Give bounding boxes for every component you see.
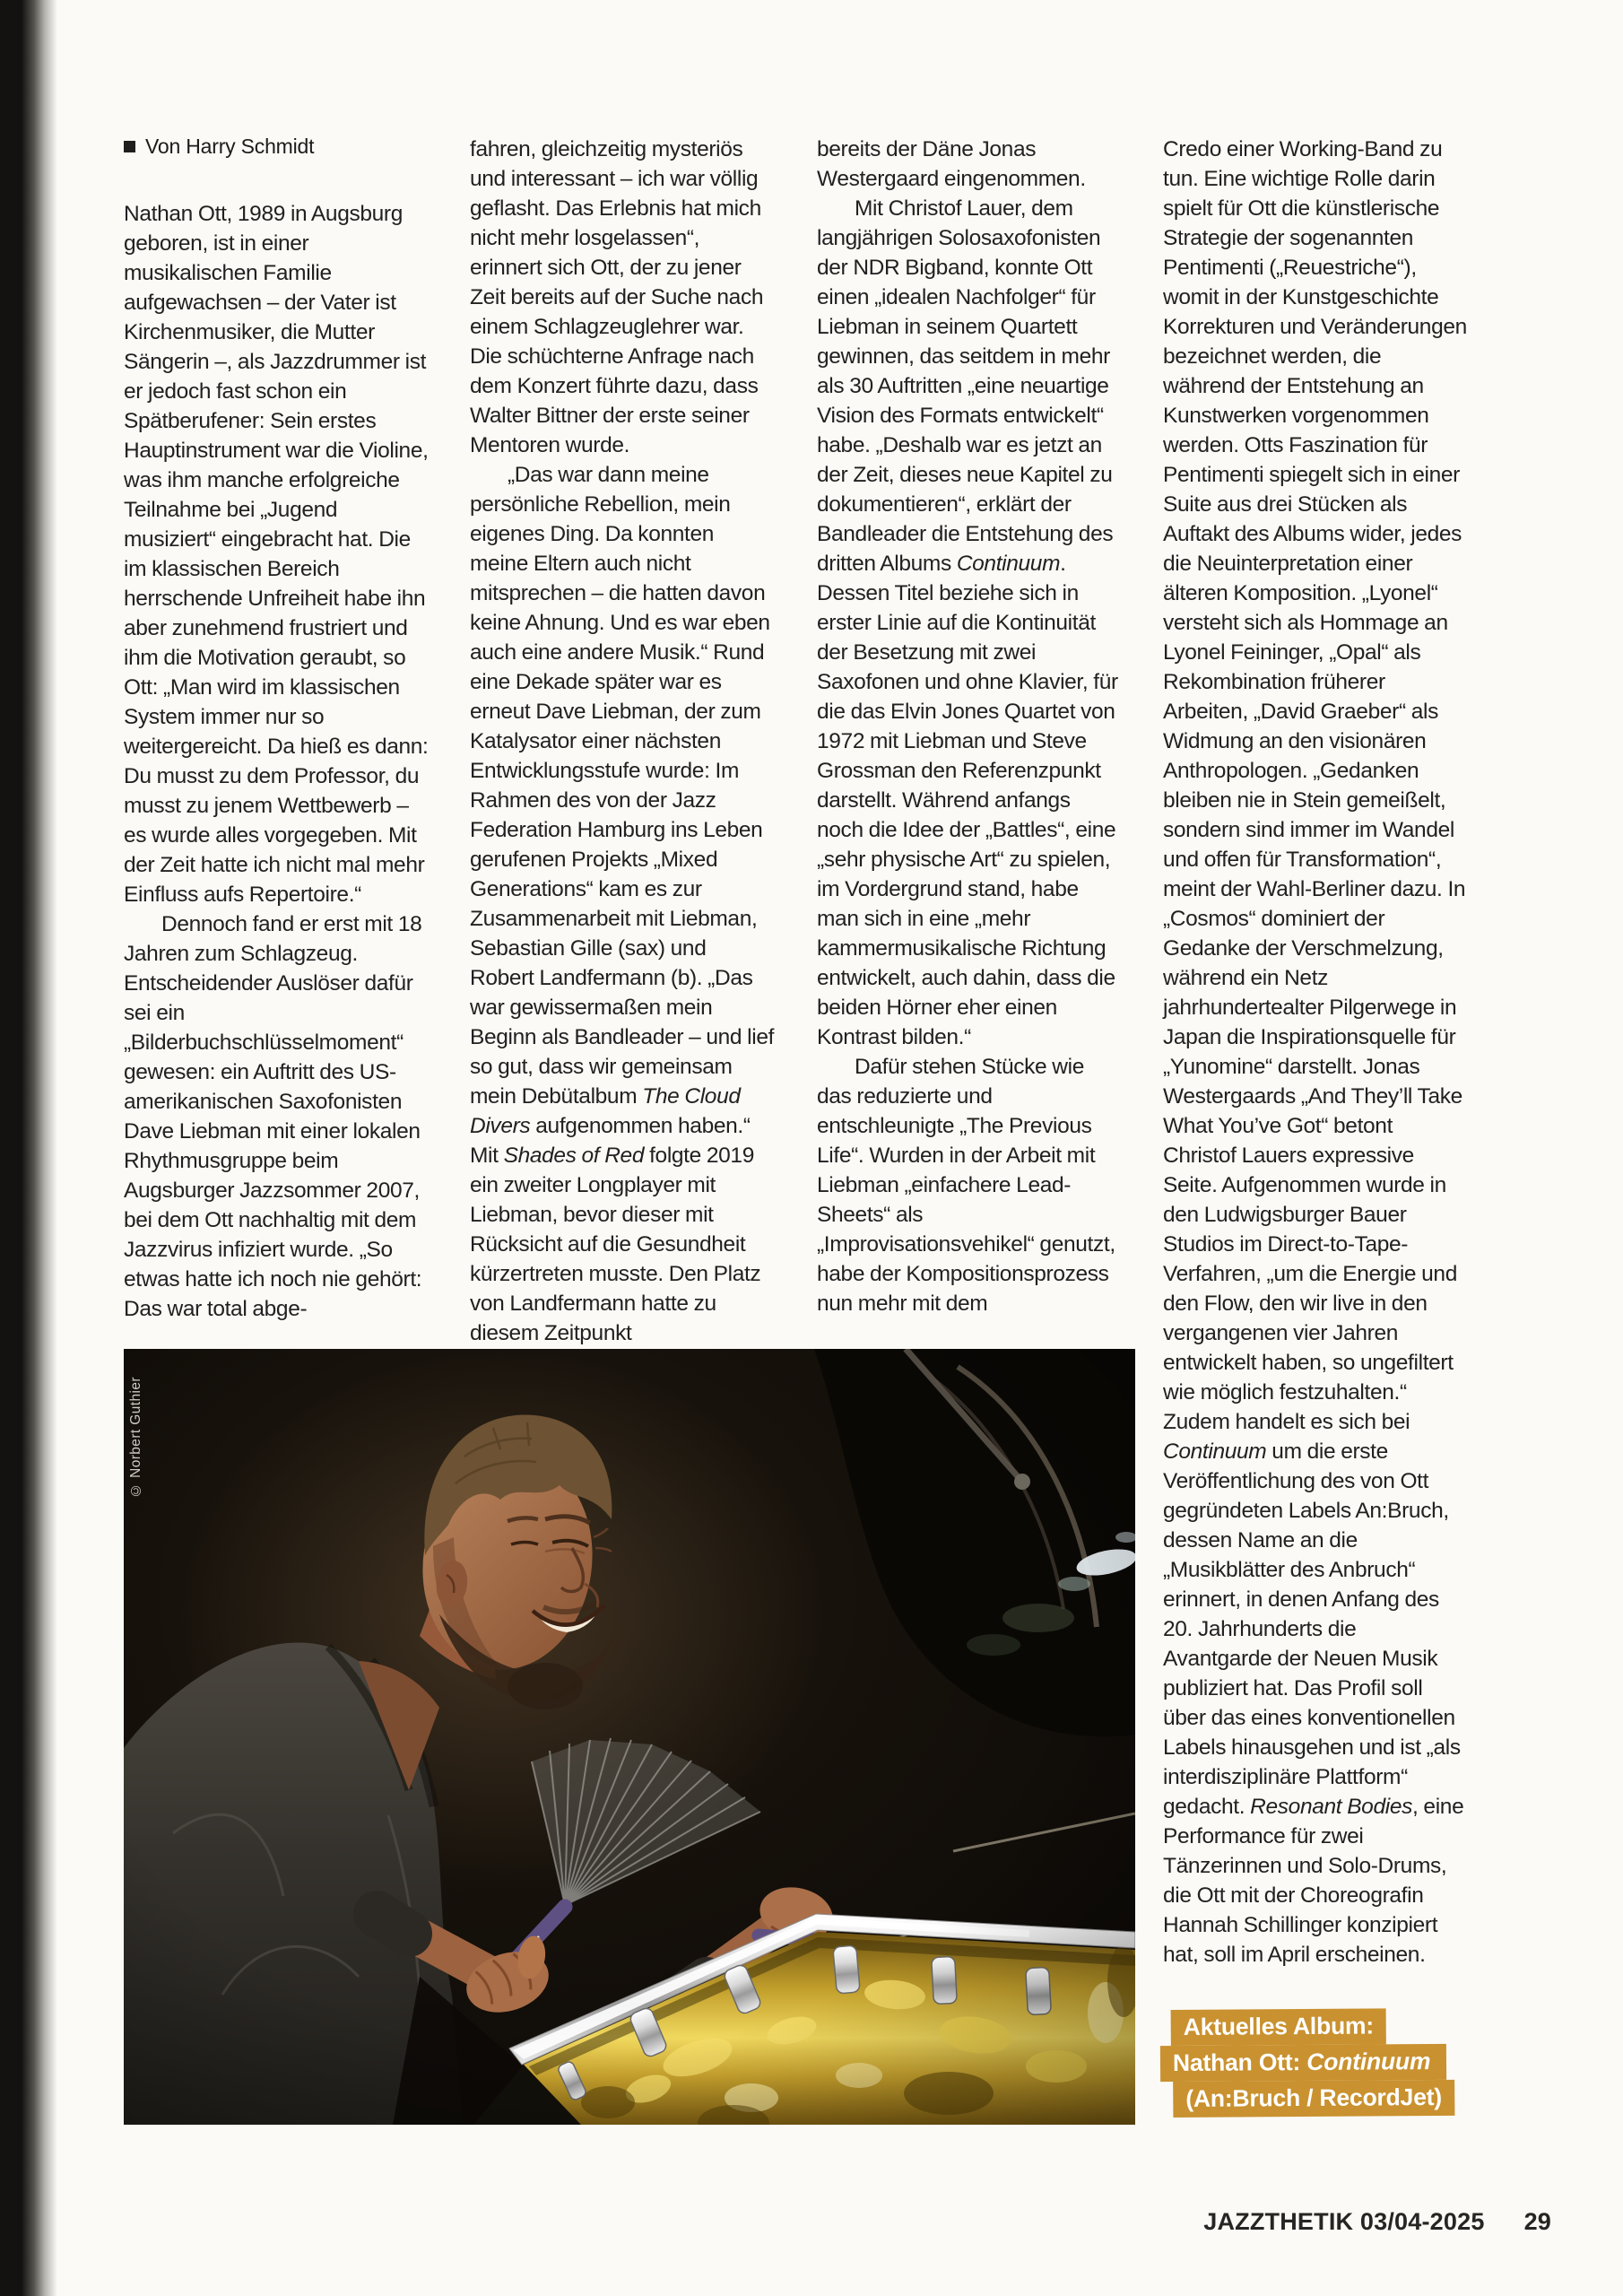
album-box-label: (An:Bruch / RecordJet) (1173, 2080, 1454, 2118)
page-spine-shadow (0, 0, 57, 2296)
paragraph: fahren, gleichzeitig mysteriös und interessant – ich war völlig geflasht. Das Erlebnis hat mich nicht mehr losgelassen“, erinnert sich Ott, der zu jener Zeit bereits auf der Suche nach einem Schlagzeuglehrer war. Die schüchterne Anfrage nach dem Konzert führte dazu, dass Walter Bittner der erste seiner Mentoren wurde. (470, 137, 764, 457)
page-footer (1160, 2208, 1551, 2236)
paragraph: Nathan Ott, 1989 in Augsburg geboren, ist in einer musikalischen Familie aufgewachsen – der Vater ist Kirchenmusiker, die Mutter Sängerin –, als Jazzdrummer ist er jedoch fast schon ein Spätberufener: Sein erstes Hauptinstrument war die Violine, was ihm manche erfolgreiche Teilnahme bei „Jugend musiziert“ eingebracht hat. Die im klassischen Bereich herrschende Unfreiheit habe ihn aber zunehmend frustriert und ihm die Motivation geraubt, so Ott: „Man wird im klassischen System immer nur so weitergereicht. Da hieß es dann: Du musst zu dem Professor, du musst zu jenem Wettbewerb – es wurde alles vorgegeben. Mit der Zeit hatte ich nicht mal mehr Einfluss aufs Repertoire.“ (124, 202, 429, 907)
byline-author: Von Harry Schmidt (145, 135, 315, 158)
album-info-box (1160, 2008, 1454, 2118)
paragraph: „Das war dann meine persönliche Rebellion, mein eigenes Ding. Da konnten meine Eltern auch nicht mitsprechen – die hatten davon keine Ahnung. Und es war eben auch eine andere Musik.“ Rund eine Dekade später war es erneut Dave Liebman, der zum Katalysator einer nächsten Entwicklungsstufe wurde: Im Rahmen des von der Jazz Federation Hamburg ins Leben gerufenen Projekts „Mixed Generations“ kam es zur Zusammenarbeit mit Liebman, Sebastian Gille (sax) und Robert Landfermann (b). „Das war gewissermaßen mein Beginn als Bandleader – und lief so gut, dass wir gemeinsam mein Debütalbum The Cloud Divers aufgenommen haben.“ Mit Shades of Red folgte 2019 ein zweiter Longplayer mit Liebman, bevor dieser mit Rücksicht auf die Gesundheit kürzertreten musste. Den Platz von Landfermann hatte zu diesem Zeitpunkt (470, 463, 775, 1345)
article-column-3 (817, 135, 1122, 1320)
article-column-4 (1163, 135, 1468, 2000)
magazine-title: JAZZTHETIK 03/04-2025 (1203, 2208, 1485, 2235)
album-box-title: Nathan Ott: Continuum (1160, 2044, 1447, 2082)
album-box-heading: Aktuelles Album: (1171, 2008, 1387, 2046)
paragraph: bereits der Däne Jonas Westergaard eingenommen. (817, 137, 1086, 191)
drummer-photo-illustration (124, 1349, 1135, 2125)
paragraph: Credo einer Working-Band zu tun. Eine wichtige Rolle darin spielt für Ott die künstlerische Strategie der sogenannten Pentimenti („Reuestriche“), womit in der Kunstgeschichte Korrekturen und Veränderungen bezeichnet werden, die während der Entstehung an Kunstwerken vorgenommen werden. Otts Faszination für Pentimenti spiegelt sich in einer Suite aus drei Stücken als Auftakt des Albums wider, jedes die Neuinterpretation einer älteren Komposition. „Lyonel“ versteht sich als Hommage an Lyonel Feininger, „Opal“ als Rekombination früherer Arbeiten, „David Graeber“ als Widmung an den visionären Anthropologen. „Gedanken bleiben nie in Stein gemeißelt, sondern sind immer im Wandel und offen für Transformation“, meint der Wahl-Berliner dazu. In „Cosmos“ dominiert der Gedanke der Verschmelzung, während ein Netz jahrhundertealter Pilgerwege in Japan die Inspirationsquelle für „Yunomine“ darstellt. Jonas Westergaards „And They’ll Take What You’ve Got“ betont Christof Lauers expressive Seite. Aufgenommen wurde in den Ludwigsburger Bauer Studios im Direct-to-Tape-Verfahren, „um die Energie und den Flow, den wir live in den vergangenen vier Jahren entwickelt haben, so ungefiltert wie möglich festzuhalten.“ Zudem handelt es sich bei Continuum um die erste Veröffentlichung des von Ott gegründeten Labels An:Bruch, dessen Name an die „Musikblätter des Anbruch“ erinnert, in denen Anfang des 20. Jahrhunderts die Avantgarde der Neuen Musik publiziert hat. Das Profil soll über das eines konventionellen Labels hinausgehen und ist „als interdisziplinäre Plattform“ gedacht. Resonant Bodies, eine Performance für zwei Tänzerinnen und Solo-Drums, die Ott mit der Choreografin Hannah Schillinger konzipiert hat, soll im April erscheinen. (1163, 137, 1467, 1967)
article-column-1 (124, 199, 429, 1320)
byline-marker-icon (124, 141, 135, 152)
paragraph: Dafür stehen Stücke wie das reduzierte und entschleunigte „The Previous Life“. Wurden in der Arbeit mit Liebman „einfachere Lead-Sheets“ als „Improvisationsvehikel“ genutzt, habe der Kompositionsprozess nun mehr mit dem (817, 1055, 1115, 1316)
article-byline (124, 135, 314, 159)
paragraph: Mit Christof Lauer, dem langjährigen Solosaxofonisten der NDR Bigband, konnte Ott einen „idealen Nachfolger“ für Liebman in seinem Quartett gewinnen, das seitdem in mehr als 30 Auftritten „eine neuartige Vision des Formats entwickelt“ habe. „Deshalb war es jetzt an der Zeit, dieses neue Kapitel zu dokumentieren“, erklärt der Bandleader die Entstehung des dritten Albums Continuum. Dessen Titel beziehe sich in erster Linie auf die Kontinuität der Besetzung mit zwei Saxofonen und ohne Klavier, für die das Elvin Jones Quartet von 1972 mit Liebman und Steve Grossman den Referenzpunkt darstellt. Während anfangs noch die Idee der „Battles“, eine „sehr physische Art“ zu spielen, im Vordergrund stand, habe man sich in eine „mehr kammermusikalische Richtung entwickelt, auch dahin, dass die beiden Hörner eher einen Kontrast bilden.“ (817, 196, 1118, 1049)
paragraph: Dennoch fand er erst mit 18 Jahren zum Schlagzeug. Entscheidender Auslöser dafür sei ein „Bilderbuchschlüsselmoment“ gewesen: ein Auftritt des US-amerikanischen Saxofonisten Dave Liebman mit einer lokalen Rhythmusgruppe beim Augsburger Jazzsommer 2007, bei dem Ott nachhaltig mit dem Jazzvirus infiziert wurde. „So etwas hatte ich noch nie gehört: Das war total abge- (124, 912, 422, 1321)
photo-credit: © Norbert Guthier (128, 1377, 143, 1498)
page-number: 29 (1523, 2208, 1551, 2235)
article-column-2 (470, 135, 775, 1345)
article-photo (124, 1349, 1135, 2125)
